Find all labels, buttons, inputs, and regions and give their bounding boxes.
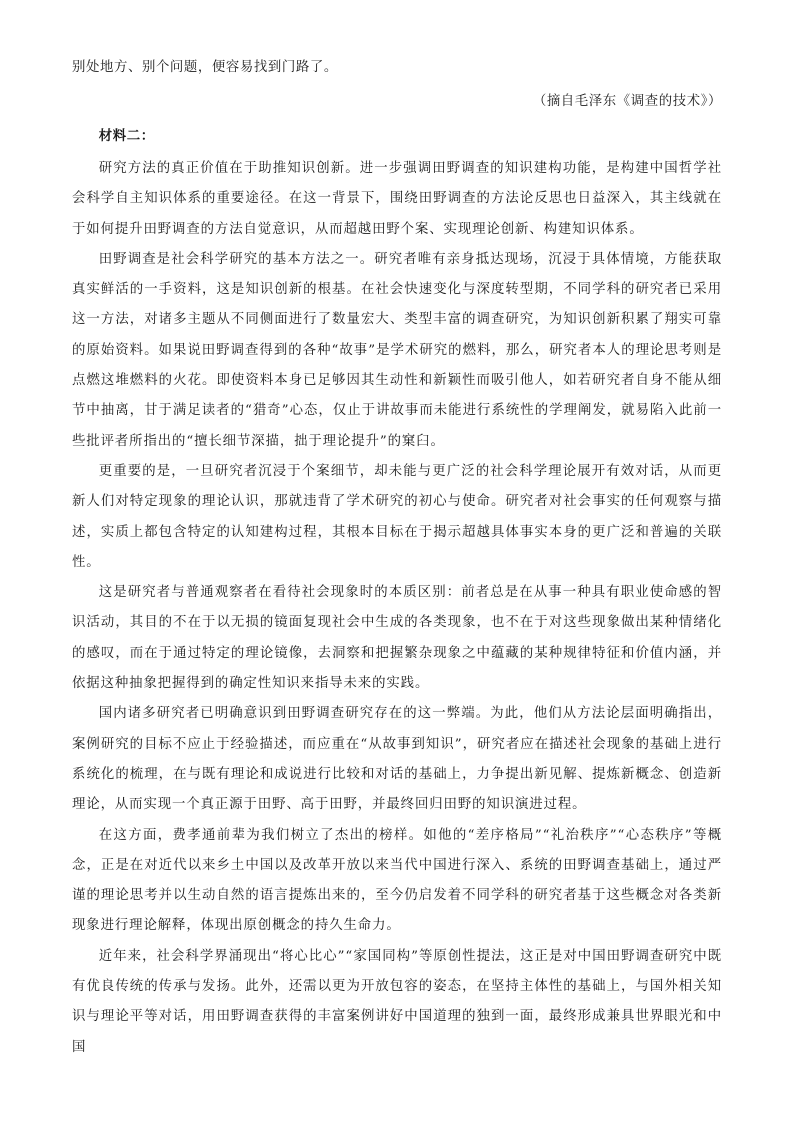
- paragraph: 这是研究者与普通观察者在看待社会现象时的本质区别：前者总是在从事一种具有职业使命感的智识活动，其目的不在于以无损的镜面复现社会中生成的各类现象，也不在于对这些现象做出某种情绪化的感叹，而在于通过特定的理论镜像，去洞察和把握繁杂现象之中蕴藏的某种规律特征和价值内涵，并依据这种抽象把握得到的确定性知识来指导未来的实践。: [72, 585, 722, 692]
- paragraph: 田野调查是社会科学研究的基本方法之一。研究者唯有亲身抵达现场，沉浸于具体情境，方能获取真实鲜活的一手资料，这是知识创新的根基。在社会快速变化与深度转型期，不同学科的研究者已采用这一方法，对诸多主题从不同侧面进行了数量宏大、类型丰富的调查研究，为知识创新积累了翔实可靠的原始资料。如果说田野调查得到的各种“故事”是学术研究的燃料，那么，研究者本人的理论思考则是点燃这堆燃料的火花。即使资料本身已足够因其生动性和新颖性而吸引他人，如若研究者自身不能从细节中抽离，甘于满足读者的“猎奇”心态，仅止于讲故事而未能进行系统性的学理阐发，就易陷入此前一些批评者所指出的“擅长细节深描，拙于理论提升”的窠臼。: [72, 251, 722, 449]
- paragraph: 更重要的是，一旦研究者沉浸于个案细节，却未能与更广泛的社会科学理论展开有效对话，从而更新人们对特定现象的理论认识，那就违背了学术研究的初心与使命。研究者对社会事实的任何观察与描述，实质上都包含特定的认知建构过程，其根本目标在于揭示超越具体事实本身的更广泛和普遍的关联性。: [72, 463, 722, 570]
- paragraph: 研究方法的真正价值在于助推知识创新。进一步强调田野调查的知识建构功能，是构建中国哲学社会科学自主知识体系的重要途径。在这一背景下，围绕田野调查的方法论反思也日益深入，其主线就在于如何提升田野调查的方法自觉意识，从而超越田野个案、实现理论创新、构建知识体系。: [72, 161, 722, 237]
- continued-text-line: 别处地方、别个问题，便容易找到门路了。: [72, 60, 338, 75]
- paragraph: 在这方面，费孝通前辈为我们树立了杰出的榜样。如他的“差序格局”“礼治秩序”“心态秩序”等概念，正是在对近代以来乡土中国以及改革开放以来当代中国进行深入、系统的田野调查基础上，通过严谨的理论思考并以生动自然的语言提炼出来的，至今仍启发着不同学科的研究者基于这些概念对各类新现象进行理论解释，体现出原创概念的持久生命力。: [72, 827, 722, 934]
- paragraph: 近年来，社会科学界涌现出“将心比心”“家国同构”等原创性提法，这正是对中国田野调查研究中既有优良传统的传承与发扬。此外，还需以更为开放包容的姿态，在坚持主体性的基础上，与国外相关知识与理论平等对话，用田野调查获得的丰富案例讲好中国道理的独到一面，最终形成兼具世界眼光和中国: [72, 948, 722, 1055]
- source-citation: （摘自毛泽东《调查的技术》）: [532, 94, 722, 109]
- section-heading: 材料二：: [98, 128, 155, 144]
- paragraph: 国内诸多研究者已明确意识到田野调查研究存在的这一弊端。为此，他们从方法论层面明确指出，案例研究的目标不应止于经验描述，而应重在“从故事到知识”，研究者应在描述社会现象的基础上进行系统化的梳理，在与既有理论和成说进行比较和对话的基础上，力争提出新见解、提炼新概念、创造新理论，从而实现一个真正源于田野、高于田野，并最终回归田野的知识演进过程。: [72, 706, 722, 813]
